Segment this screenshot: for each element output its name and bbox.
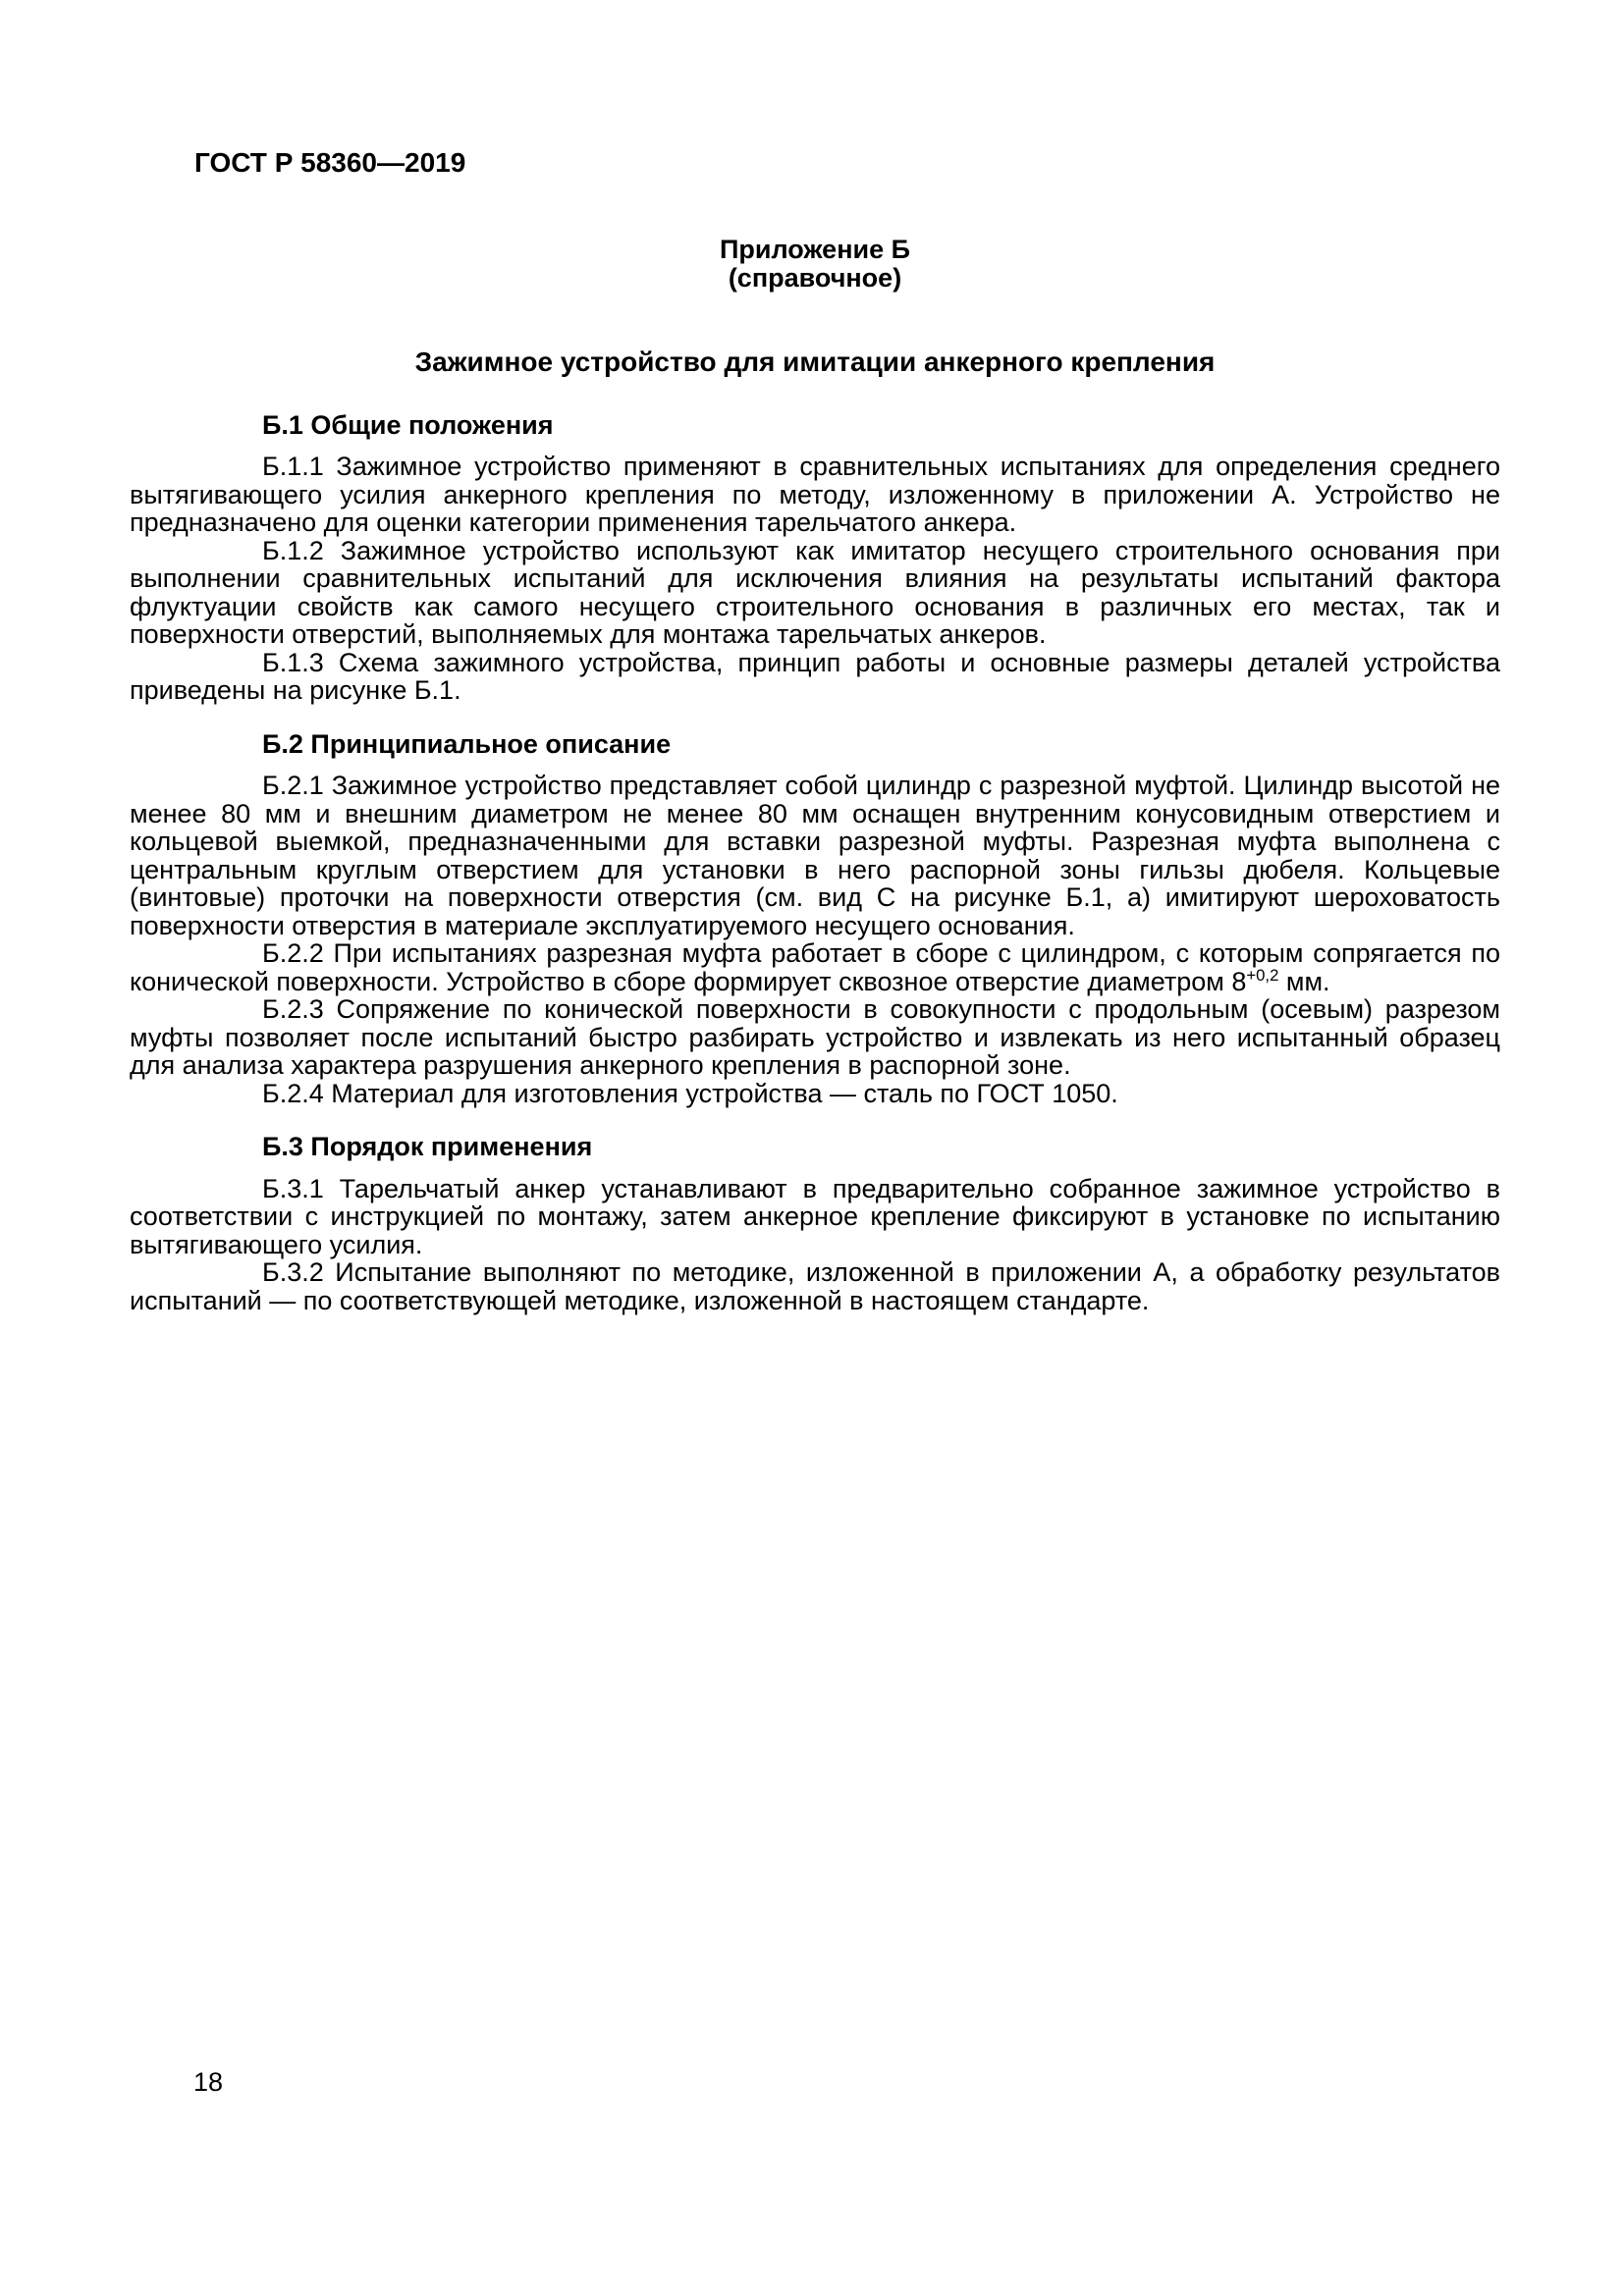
section-heading-b3: Б.3 Порядок применения xyxy=(262,1132,593,1161)
appendix-kind: (справочное) xyxy=(728,262,902,293)
page-number: 18 xyxy=(193,2067,224,2097)
paragraph-b2-1: Б.2.1 Зажимное устройство представляет собой цилиндр с разрезной муфтой. Цилиндр высотой не менее 80 мм и внешним диаметром не менее 80 мм оснащен внутренним конусовидным отверстием и кольцевой выемкой, предназначенными для вставки разрезной муфты. Разрезная муфта выполнена с центральным круглым отверстием для установки в него распорной зоны гильзы дюбеля. Кольцевые (винтовые) проточки на поверхности отверстия (см. вид С на рисунке Б.1, а) имитируют шероховатость поверхности отверстия в материале эксплуатируемого несущего основания. xyxy=(130,771,1500,940)
paragraph-b1-3: Б.1.3 Схема зажимного устройства, принцип работы и основные размеры деталей устройства приведены на рисунке Б.1. xyxy=(130,647,1500,705)
appendix-label: Приложение Б xyxy=(719,235,911,264)
section-heading-b1: Б.1 Общие положения xyxy=(262,409,554,440)
paragraph-b2-3: Б.2.3 Сопряжение по конической поверхности в совокупности с продольным (осевым) разрезом муфты позволяет после испытаний быстро разбирать устройство и извлекать из него испытанный образец для анализа характера разрушения анкерного крепления в распорной зоне. xyxy=(130,994,1500,1080)
paragraph-b2-2-unit: мм. xyxy=(1278,966,1330,996)
paragraph-b1-1: Б.1.1 Зажимное устройство применяют в сравнительных испытаниях для определения среднего вытягивающего усилия анкерного крепления по методу, изложенному в приложении А. Устройство не предназначено для оценки категории применения тарельчатого анкера. xyxy=(130,452,1500,537)
document-body xyxy=(130,236,1500,1314)
document-title: Зажимное устройство для имитации анкерного крепления xyxy=(414,347,1216,377)
paragraph-b2-2-text: Б.2.2 При испытаниях разрезная муфта работает в сборе с цилиндром, с которым сопрягается по конической поверхности. Устройство в сборе формирует сквозное отверстие диаметром 8 xyxy=(130,938,1500,996)
tolerance-superscript: +0,2 xyxy=(1246,965,1279,985)
paragraph-b3-2: Б.3.2 Испытание выполняют по методике, изложенной в приложении А, а обработку результатов испытаний — по соответствующей методике, изложенной в настоящем стандарте. xyxy=(130,1257,1500,1315)
document-header: ГОСТ Р 58360—2019 xyxy=(194,147,466,178)
paragraph-b1-2: Б.1.2 Зажимное устройство используют как имитатор несущего строительного основания при выполнении сравнительных испытаний для исключения влияния на результаты испытаний фактора флуктуации свойств как самого несущего строительного основания в различных его местах, так и поверхности отверстий, выполняемых для монтажа тарельчатых анкеров. xyxy=(130,535,1500,649)
paragraph-b2-2 xyxy=(130,939,1500,995)
paragraph-b2-4: Б.2.4 Материал для изготовления устройства — сталь по ГОСТ 1050. xyxy=(262,1078,1118,1108)
paragraph-b3-1: Б.3.1 Тарельчатый анкер устанавливают в предварительно собранное зажимное устройство в соответствии с инструкцией по монтажу, затем анкерное крепление фиксируют в установке по испытанию вытягивающего усилия. xyxy=(130,1173,1500,1259)
section-heading-b2: Б.2 Принципиальное описание xyxy=(262,728,672,759)
